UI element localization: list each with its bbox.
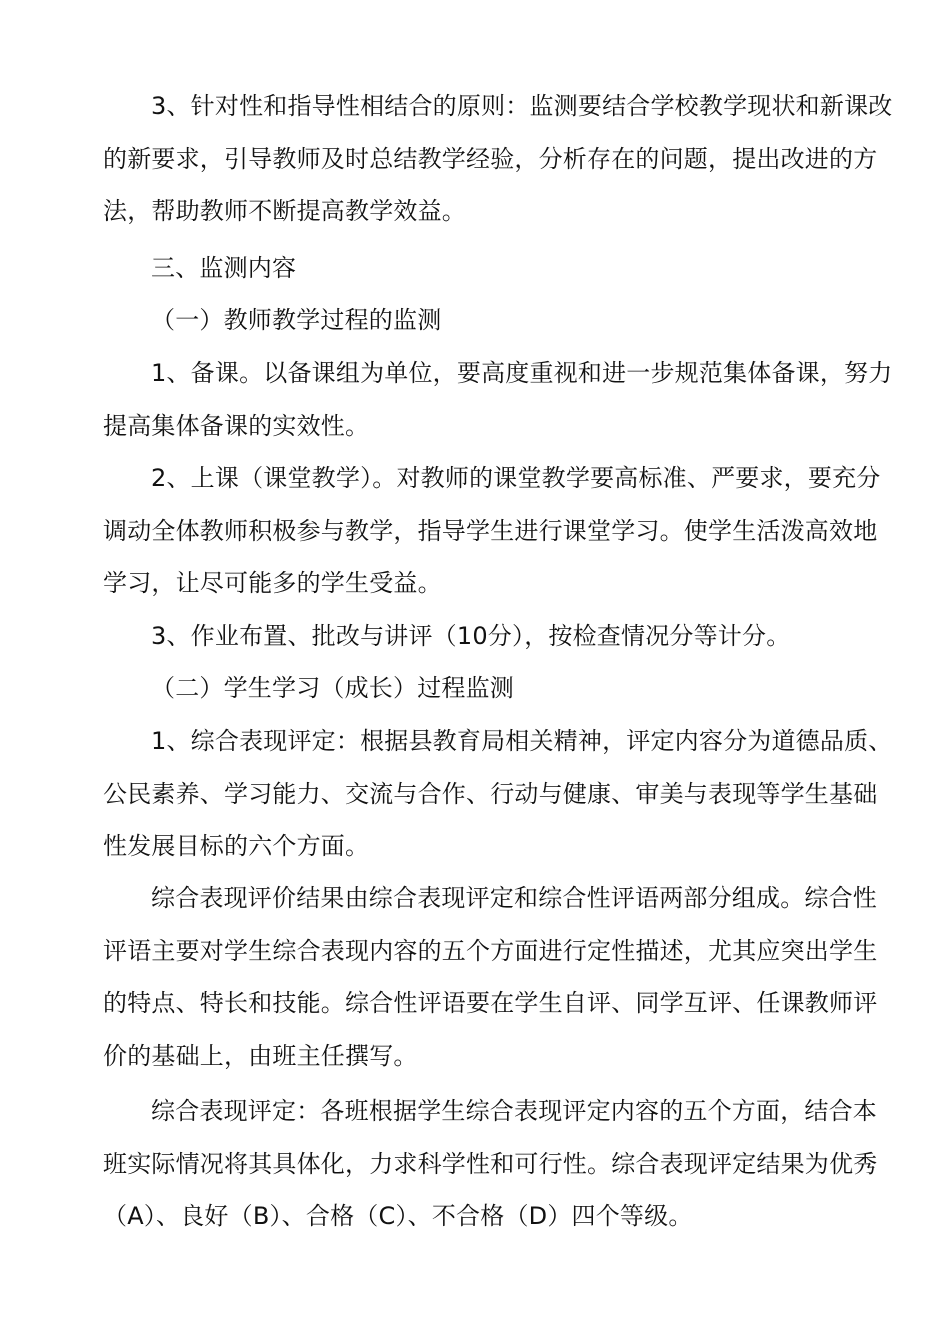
paragraph-comprehensive-assessment: 1、综合表现评定：根据县教育局相关精神，评定内容分为道德品质、公民素养、学习能力、交流与合作、行动与健康、审美与表现等学生基础性发展目标的六个方面。 <box>103 727 893 860</box>
paragraph-classroom-teaching: 2、上课（课堂教学）。对教师的课堂教学要高标准、严要求，要充分调动全体教师积极参与教学，指导学生进行课堂学习。使学生活泼高效地学习，让尽可能多的学生受益。 <box>103 464 881 597</box>
paragraph-evaluation-results: 综合表现评价结果由综合表现评定和综合性评语两部分组成。综合性评语主要对学生综合表现内容的五个方面进行定性描述，尤其应突出学生的特点、特长和技能。综合性评语要在学生自评、同学互评、任课教师评价的基础上，由班主任撰写。 <box>103 884 878 1070</box>
paragraph-principle-3: 3、针对性和指导性相结合的原则：监测要结合学校教学现状和新课改的新要求，引导教师及时总结教学经验，分析存在的问题，提出改进的方法，帮助教师不断提高教学效益。 <box>103 92 893 225</box>
paragraph-homework: 3、作业布置、批改与讲评（10分），按检查情况分等计分。 <box>151 622 791 650</box>
subsection-heading-teacher-process: （一）教师教学过程的监测 <box>151 306 442 334</box>
paragraph-grading-levels: 综合表现评定：各班根据学生综合表现评定内容的五个方面，结合本班实际情况将其具体化，力求科学性和可行性。综合表现评定结果为优秀（A）、良好（B）、合格（C）、不合格（D）四个等级。 <box>103 1097 878 1230</box>
paragraph-lesson-prep: 1、备课。以备课组为单位，要高度重视和进一步规范集体备课，努力提高集体备课的实效性。 <box>103 359 893 440</box>
section-heading-monitoring-content: 三、监测内容 <box>151 254 297 282</box>
subsection-heading-student-process: （二）学生学习（成长）过程监测 <box>151 674 514 702</box>
